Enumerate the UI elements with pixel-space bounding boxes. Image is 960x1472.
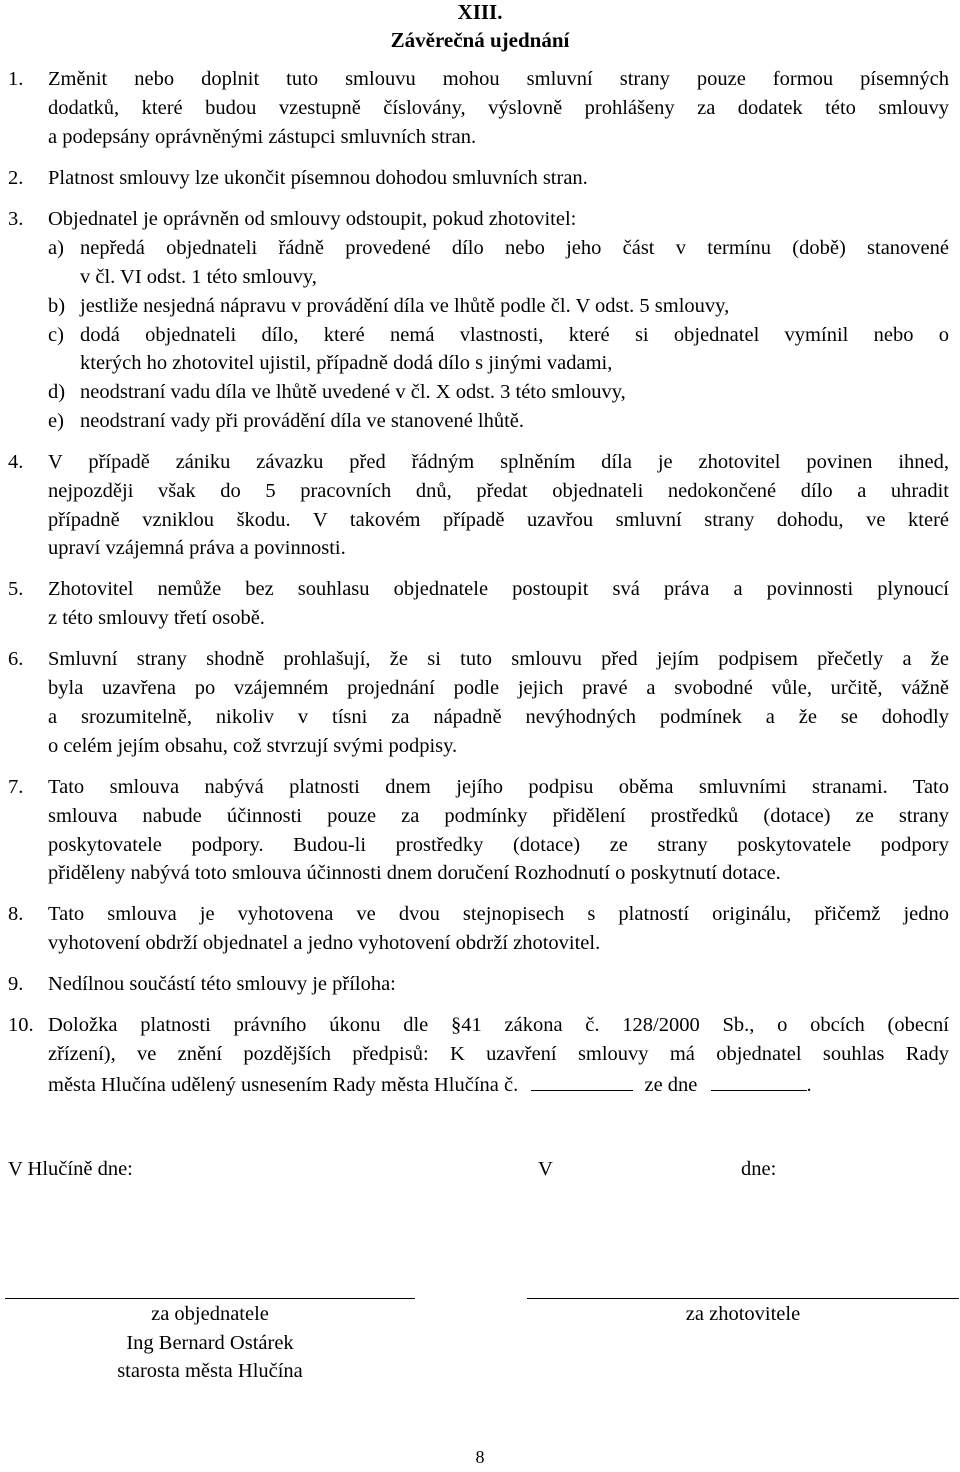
item-6-line-3: a srozumitelně, nikoliv v tísni za nápadně nevýhodných podmínek a že se dohodly xyxy=(48,706,949,728)
place-date-left: V Hlučíně dne: xyxy=(8,1158,133,1180)
item-3-d-label: d) xyxy=(48,381,66,403)
signature-line-left xyxy=(5,1298,415,1299)
item-1-number: 1. xyxy=(8,68,24,90)
item-3-a-label: a) xyxy=(48,237,64,259)
item-3-b-label: b) xyxy=(48,295,66,317)
item-7-line-1: Tato smlouva nabývá platnosti dnem jejího podpisu oběma smluvními stranami. Tato xyxy=(48,776,949,798)
page-number: 8 xyxy=(475,1447,485,1467)
item-4-line-4: upraví vzájemná práva a povinnosti. xyxy=(48,537,346,559)
item-3-c-label: c) xyxy=(48,324,64,346)
item-5-line-1: Zhotovitel nemůže bez souhlasu objednatele postoupit svá práva a povinnosti plynoucí xyxy=(48,578,949,600)
item-4-line-1: V případě zániku závazku před řádným splněním díla je zhotovitel povinen ihned, xyxy=(48,451,949,473)
item-10-line-2: zřízení), ve znění pozdějších předpisů: K uzavření smlouvy má objednatel souhlas Rady xyxy=(48,1043,949,1065)
item-7-number: 7. xyxy=(8,776,24,798)
item-7-line-3: poskytovatele podpory. Budou-li prostředky (dotace) ze strany poskytovatele podpory xyxy=(48,834,949,856)
item-3-c-line-2: kterých ho zhotovitel ujistil, případně dodá dílo s jinými vadami, xyxy=(80,352,613,374)
item-4-line-3: případně vzniklou škodu. V takovém případě uzavřou smluvní strany dohodu, ve které xyxy=(48,509,949,531)
place-right-v: V xyxy=(538,1158,553,1180)
item-3-a-line-1: nepředá objednateli řádně provedené dílo nebo jeho část v termínu (době) stanovené xyxy=(80,237,949,259)
resolution-date-blank xyxy=(711,1072,807,1091)
item-3-line-1: Objednatel je oprávněn od smlouvy odstoupit, pokud zhotovitel: xyxy=(48,208,577,230)
item-4-number: 4. xyxy=(8,451,24,473)
signatory-right-role: za zhotovitele xyxy=(685,1303,801,1325)
section-title: Závěrečná ujednání xyxy=(390,28,570,52)
item-3-b-line-1: jestliže nesjedná nápravu v provádění díla ve lhůtě podle čl. V odst. 5 smlouvy, xyxy=(80,295,730,317)
signatory-left-name: Ing Bernard Ostárek xyxy=(126,1332,294,1354)
item-7-line-2: smlouva nabude účinnosti pouze za podmínky přidělení prostředků (dotace) ze strany xyxy=(48,805,949,827)
item-4-line-2: nejpozději však do 5 pracovních dnů, předat objednateli nedokončené dílo a uhradit xyxy=(48,480,949,502)
item-10-line-3 xyxy=(48,1072,812,1097)
item-3-a-line-2: v čl. VI odst. 1 této smlouvy, xyxy=(80,266,317,288)
signatory-left-title: starosta města Hlučína xyxy=(117,1360,303,1382)
item-2-number: 2. xyxy=(8,167,24,189)
item-3-e-line-1: neodstraní vady při provádění díla ve stanovené lhůtě. xyxy=(80,410,525,432)
item-10-date-label: ze dne xyxy=(644,1074,698,1096)
item-8-line-2: vyhotovení obdrží objednatel a jedno vyhotovení obdrží zhotovitel. xyxy=(48,932,601,954)
item-10-line-1: Doložka platnosti právního úkonu dle §41 zákona č. 128/2000 Sb., o obcích (obecní xyxy=(48,1014,949,1036)
item-6-line-2: byla uzavřena po vzájemném projednání podle jejich pravé a svobodné vůle, určitě, vážně xyxy=(48,677,949,699)
item-5-number: 5. xyxy=(8,578,24,600)
item-6-number: 6. xyxy=(8,648,24,670)
item-3-e-label: e) xyxy=(48,410,64,432)
item-10-number: 10. xyxy=(8,1014,34,1036)
signature-line-right xyxy=(527,1298,959,1299)
item-3-c-line-1: dodá objednateli dílo, které nemá vlastnosti, které si objednatel vymínil nebo o xyxy=(80,324,949,346)
item-10-period: . xyxy=(806,1074,812,1096)
item-2-line-1: Platnost smlouvy lze ukončit písemnou dohodou smluvních stran. xyxy=(48,167,588,189)
item-8-number: 8. xyxy=(8,903,24,925)
item-8-line-1: Tato smlouva je vyhotovena ve dvou stejnopisech s platností originálu, přičemž jedno xyxy=(48,903,949,925)
item-9-number: 9. xyxy=(8,973,24,995)
item-10-line-3-text: města Hlučína udělený usnesením Rady města Hlučína č. xyxy=(48,1074,519,1096)
item-9-line-1: Nedílnou součástí této smlouvy je příloha: xyxy=(48,973,396,995)
item-1-line-2: dodatků, které budou vzestupně číslovány, výslovně prohlášeny za dodatek této smlouvy xyxy=(48,97,949,119)
item-7-line-4: přiděleny nabývá toto smlouva účinnosti dnem doručení Rozhodnutí o poskytnutí dotace. xyxy=(48,862,781,884)
signatory-left-role: za objednatele xyxy=(151,1303,269,1325)
resolution-number-blank xyxy=(531,1072,633,1091)
item-5-line-2: z této smlouvy třetí osobě. xyxy=(48,607,265,629)
item-1-line-1: Změnit nebo doplnit tuto smlouvu mohou smluvní strany pouze formou písemných xyxy=(48,68,949,90)
section-number: XIII. xyxy=(457,0,503,24)
place-right-dne: dne: xyxy=(741,1158,777,1180)
item-3-number: 3. xyxy=(8,208,24,230)
item-6-line-4: o celém jejím obsahu, což stvrzují svými podpisy. xyxy=(48,735,458,757)
item-1-line-3: a podepsány oprávněnými zástupci smluvních stran. xyxy=(48,126,477,148)
item-6-line-1: Smluvní strany shodně prohlašují, že si tuto smlouvu před jejím podpisem přečetly a že xyxy=(48,648,949,670)
item-3-d-line-1: neodstraní vadu díla ve lhůtě uvedené v čl. X odst. 3 této smlouvy, xyxy=(80,381,626,403)
